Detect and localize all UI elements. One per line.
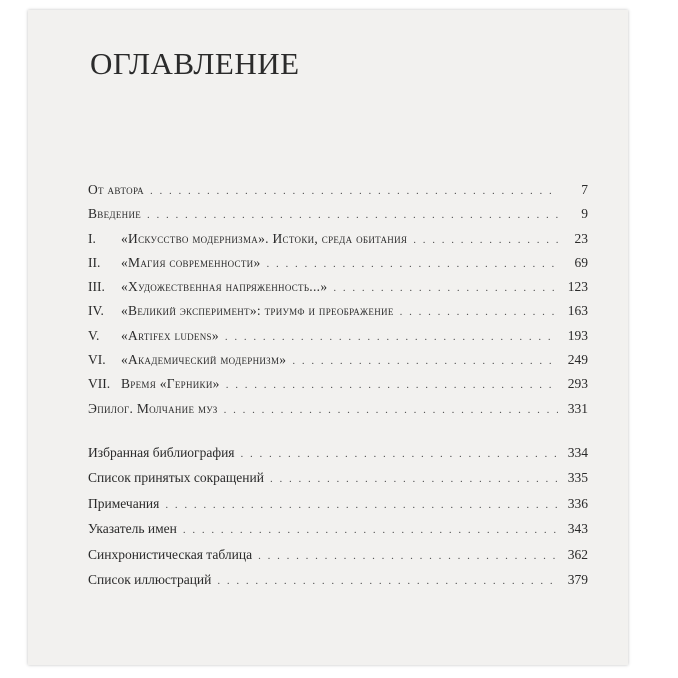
toc-page-number: 69 [574,254,588,270]
toc-entry [88,303,588,327]
toc-leader-dots [333,282,558,294]
toc-entry-title: «Академический модернизм» [121,352,287,368]
toc-back-matter-list [88,445,588,597]
toc-entry [88,470,588,495]
toc-chapter-number: IV. [88,303,104,319]
toc-leader-dots [267,258,558,270]
toc-page-number: 335 [567,470,588,486]
toc-entry-title: Указатель имен [88,521,177,537]
toc-entry-title: Список иллюстраций [88,571,212,587]
toc-page-number: 163 [567,303,588,319]
toc-leader-dots [400,306,558,318]
toc-page-number: 23 [574,230,588,246]
toc-leader-dots [413,234,558,246]
toc-entry [88,328,588,352]
toc-page-number: 193 [567,327,588,343]
toc-leader-dots [270,473,558,485]
toc-entry-title: Избранная библиография [88,445,235,460]
toc-entry-title: Введение [88,206,142,222]
toc-entry [88,279,588,303]
toc-entry [88,496,588,521]
toc-entry [88,376,588,400]
toc-page-number: 343 [567,521,588,537]
toc-page-number: 9 [581,206,588,222]
toc-leader-dots [147,209,558,221]
toc-entry [88,352,588,376]
toc-main-list [88,182,588,425]
toc-entry-title: «Artifex ludens» [121,327,219,343]
toc-entry [88,445,588,470]
toc-entry-title: «Великий эксперимент»: триумф и преображение [121,303,394,319]
toc-entry [88,255,588,279]
toc-entry [88,231,588,255]
toc-leader-dots [226,379,558,391]
toc-leader-dots [183,524,558,536]
toc-entry-title: Синхронистическая таблица [88,546,253,562]
toc-page-number: 249 [567,352,588,368]
toc-entry-title: От автора [88,182,144,197]
toc-leader-dots [165,499,558,511]
toc-page-number: 379 [567,571,588,587]
toc-chapter-number: VII. [88,376,111,392]
toc-leader-dots [224,404,558,416]
toc-chapter-number: III. [88,279,105,295]
toc-leader-dots [225,331,558,343]
toc-page-number: 334 [567,445,588,460]
toc-page-number: 336 [567,495,588,511]
toc-entry [88,547,588,572]
toc-entry-title: «Магия современности» [121,254,261,270]
book-page [28,10,628,665]
toc-leader-dots [150,185,558,197]
toc-chapter-number: VI. [88,352,106,368]
toc-entry [88,401,588,425]
toc-entry-title: Примечания [88,495,160,511]
toc-leader-dots [292,355,558,367]
toc-page-number: 293 [567,376,588,392]
toc-entry-title: «Искусство модернизма». Истоки, среда обитания [121,230,408,246]
toc-chapter-number: V. [88,327,100,343]
toc-page-number: 331 [567,400,588,416]
toc-entry [88,206,588,230]
toc-entry [88,182,588,206]
page-title: ОГЛАВЛЕНИЕ [90,46,300,81]
toc-entry-title: «Художественная напряженность...» [121,279,328,295]
toc-entry [88,521,588,546]
toc-chapter-number: I. [88,230,96,246]
toc-entry [88,572,588,597]
toc-leader-dots [241,448,558,460]
toc-leader-dots [217,575,558,587]
toc-chapter-number: II. [88,254,101,270]
toc-entry-title: Эпилог. Молчание муз [88,400,218,416]
toc-page-number: 362 [567,546,588,562]
toc-leader-dots [258,550,558,562]
toc-entry-title: Список принятых сокращений [88,470,264,486]
toc-page-number: 7 [581,182,588,197]
toc-entry-title: Время «Герники» [121,376,220,392]
toc-page-number: 123 [567,279,588,295]
